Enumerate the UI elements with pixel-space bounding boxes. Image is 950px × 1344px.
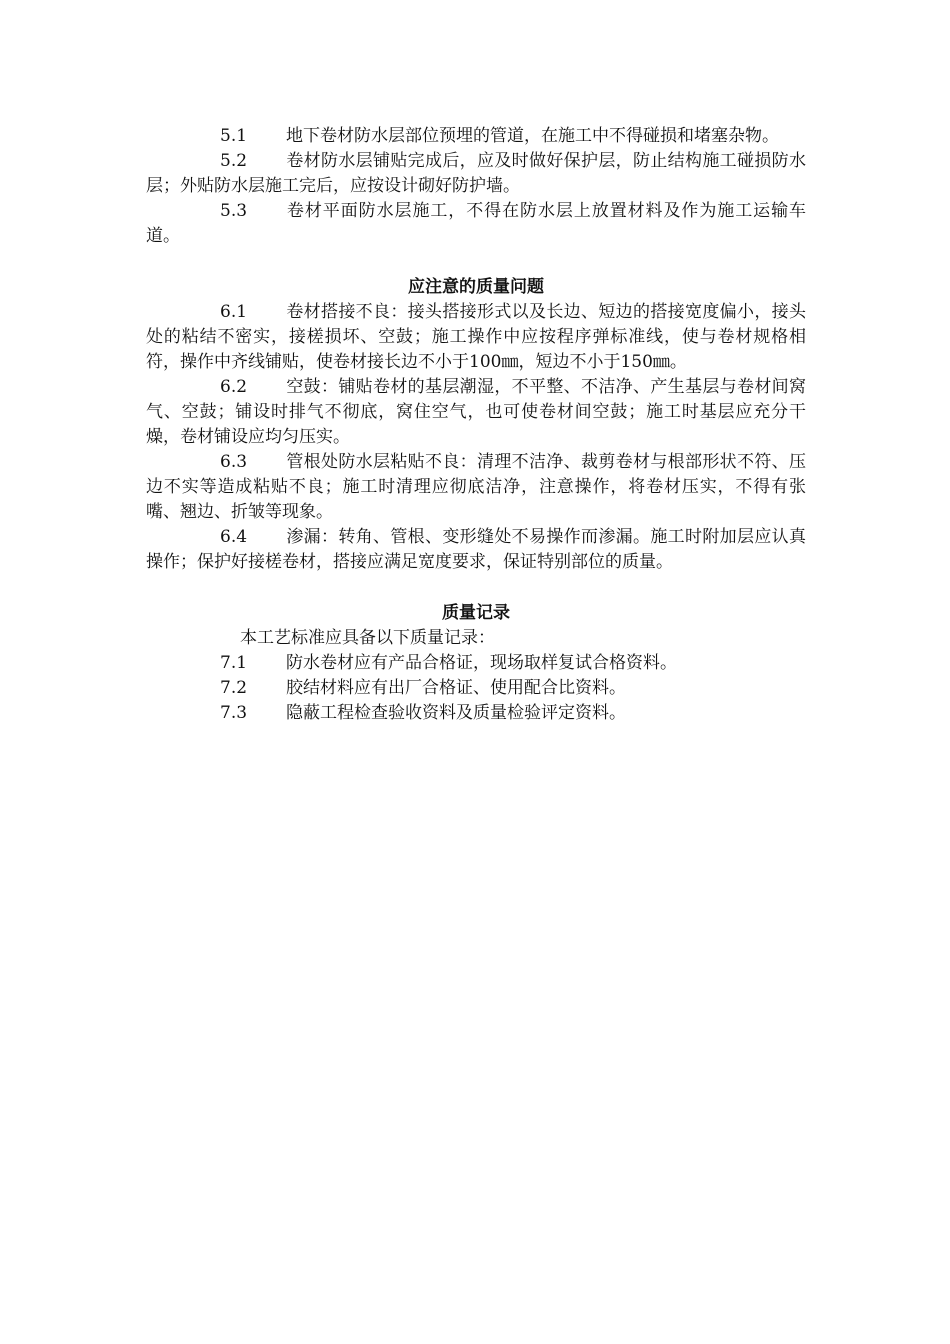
section-heading-quality-records: 质量记录: [442, 603, 510, 623]
paragraph-5-2: [146, 149, 806, 199]
record-7-2: [146, 676, 806, 701]
section-heading-quality-issues: 应注意的质量问题: [408, 277, 544, 297]
item-number: 6.3: [220, 452, 248, 472]
record-7-3: [146, 701, 806, 726]
item-number: 6.4: [220, 527, 248, 547]
item-text: 空鼓：铺贴卷材的基层潮湿，不平整、不洁净、产生基层与卷材间窝气、空鼓；铺设时排气不彻底，窝住空气，也可使卷材间空鼓；施工时基层应充分干燥，卷材铺设应均匀压实。: [146, 377, 806, 447]
item-number: 6.2: [220, 377, 248, 397]
item-text: 地下卷材防水层部位预埋的管道，在施工中不得碰损和堵塞杂物。: [286, 126, 779, 146]
item-number: 6.1: [220, 302, 248, 322]
paragraph-6-1: [146, 300, 806, 375]
item-number: 5.2: [220, 151, 248, 171]
item-number: 7.1: [220, 653, 248, 673]
item-number: 7.2: [220, 678, 248, 698]
item-text: 管根处防水层粘贴不良：清理不洁净、裁剪卷材与根部形状不符、压边不实等造成粘贴不良；施工时清理应彻底洁净，注意操作，将卷材压实，不得有张嘴、翘边、折皱等现象。: [146, 452, 806, 522]
paragraph-5-3: [146, 199, 806, 249]
paragraph-6-4: [146, 525, 806, 575]
records-intro: 本工艺标准应具备以下质量记录：: [240, 628, 495, 648]
item-number: 5.3: [220, 201, 248, 221]
spacer: [146, 575, 806, 601]
document-body: [146, 124, 806, 726]
item-text: 胶结材料应有出厂合格证、使用配合比资料。: [286, 678, 626, 698]
item-text: 卷材防水层铺贴完成后，应及时做好保护层，防止结构施工碰损防水层；外贴防水层施工完后，应按设计砌好防护墙。: [146, 151, 806, 196]
spacer: [146, 249, 806, 275]
item-number: 5.1: [220, 126, 248, 146]
paragraph-6-2: [146, 375, 806, 450]
item-text: 卷材搭接不良：接头搭接形式以及长边、短边的搭接宽度偏小，接头处的粘结不密实，接槎损坏、空鼓；施工操作中应按程序弹标准线，使与卷材规格相符，操作中齐线铺贴，使卷材接长边不小于100㎜，短边不小于150㎜。: [146, 302, 806, 372]
item-text: 渗漏：转角、管根、变形缝处不易操作而渗漏。施工时附加层应认真操作；保护好接槎卷材，搭接应满足宽度要求，保证特别部位的质量。: [146, 527, 806, 572]
paragraph-6-3: [146, 450, 806, 525]
paragraph-5-1: [146, 124, 806, 149]
item-number: 7.3: [220, 703, 248, 723]
item-text: 防水卷材应有产品合格证，现场取样复试合格资料。: [286, 653, 677, 673]
record-7-1: [146, 651, 806, 676]
item-text: 隐蔽工程检查验收资料及质量检验评定资料。: [286, 703, 626, 723]
item-text: 卷材平面防水层施工，不得在防水层上放置材料及作为施工运输车道。: [146, 201, 806, 246]
